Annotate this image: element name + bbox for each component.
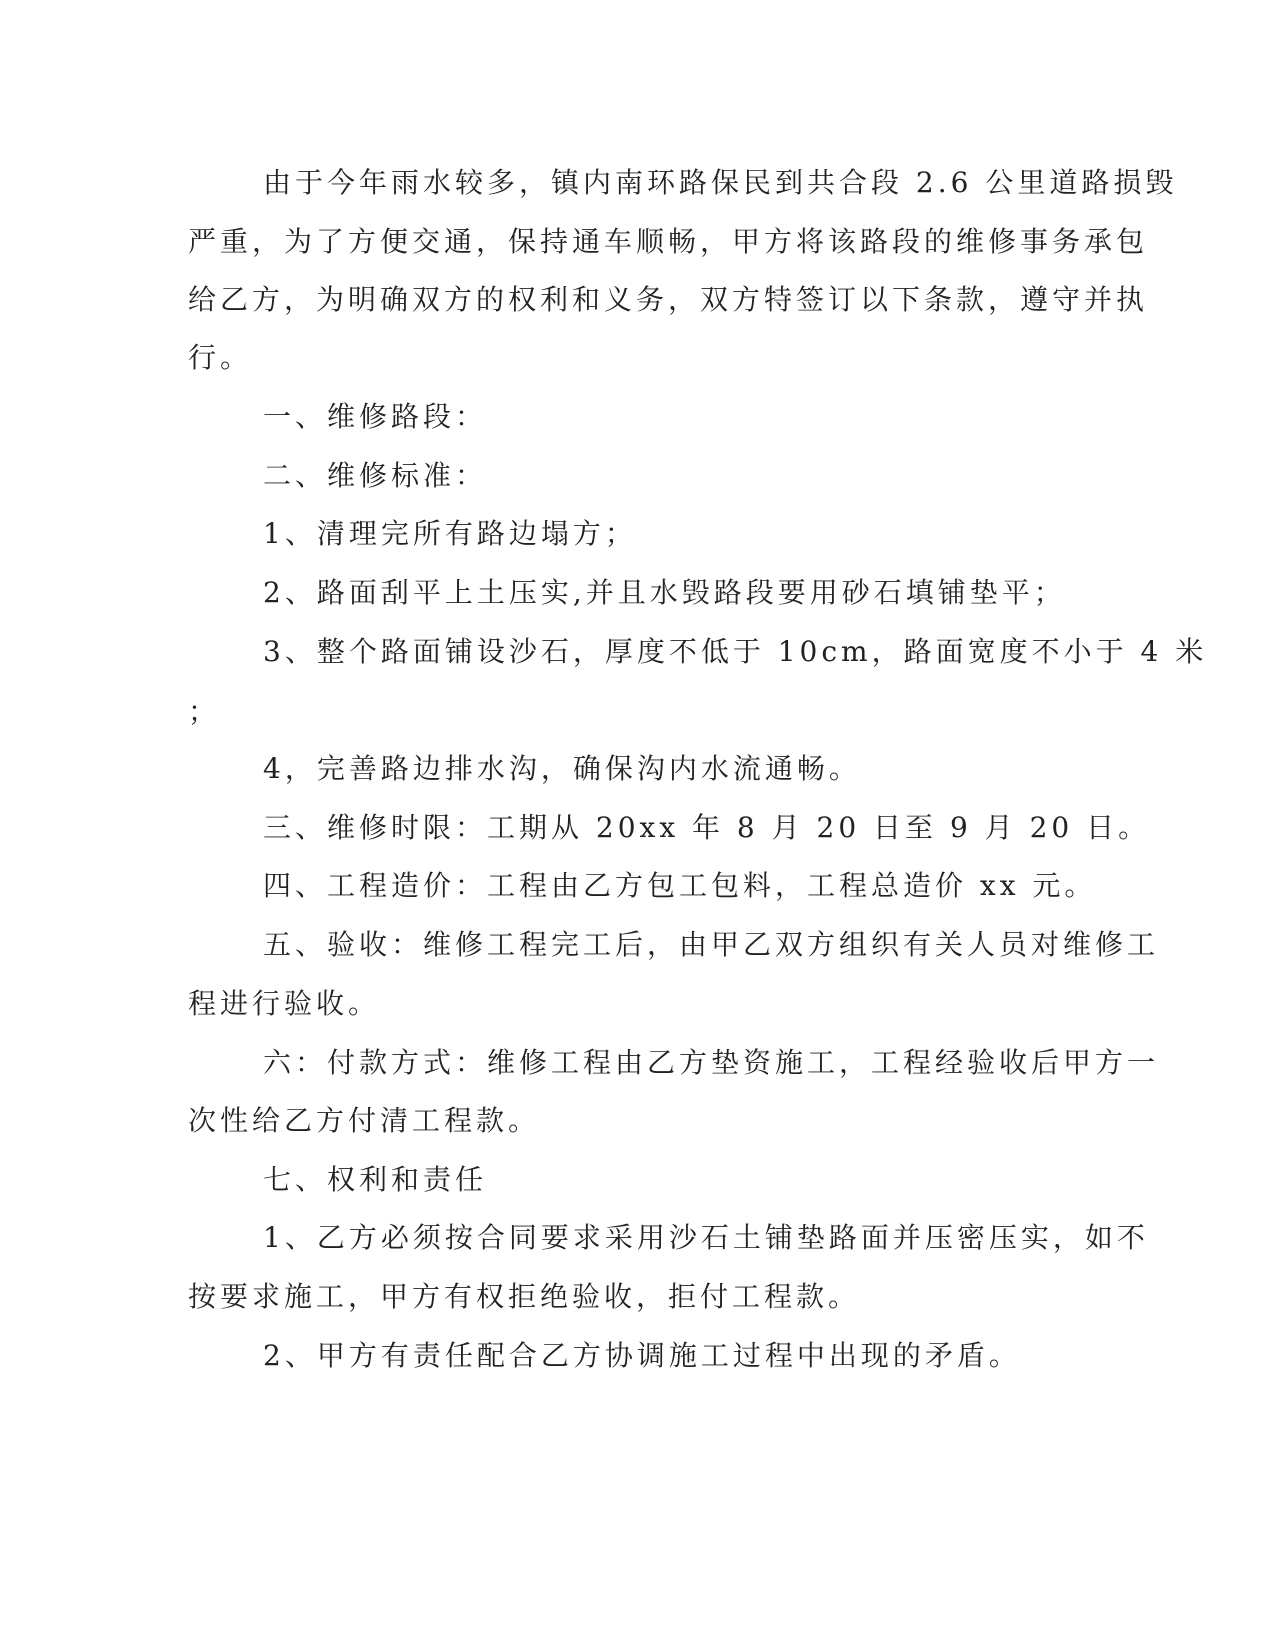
section-heading-rights: 七、权利和责任	[263, 1163, 488, 1196]
section-project-cost: 四、工程造价：工程由乙方包工包料，工程总造价 xx 元。	[263, 869, 1097, 902]
section-acceptance-line-1: 五、验收：维修工程完工后，由甲乙双方组织有关人员对维修工	[263, 928, 1160, 961]
section-payment-line-1: 六：付款方式：维修工程由乙方垫资施工，工程经验收后甲方一	[263, 1046, 1160, 1079]
section-acceptance-line-2: 程进行验收。	[188, 987, 381, 1020]
standard-item-3-line-1: 3、整个路面铺设沙石，厚度不低于 10cm，路面宽度不小于 4 米	[263, 635, 1208, 668]
paragraph-intro-line-1: 由于今年雨水较多，镇内南环路保民到共合段 2.6 公里道路损毁	[263, 166, 1178, 199]
standard-item-4: 4，完善路边排水沟，确保沟内水流通畅。	[263, 752, 861, 785]
paragraph-intro-line-3: 给乙方，为明确双方的权利和义务，双方特签订以下条款，遵守并执	[188, 283, 1149, 316]
section-payment-line-2: 次性给乙方付清工程款。	[188, 1104, 541, 1137]
standard-item-3-line-2: ；	[188, 695, 221, 728]
section-repair-time: 三、维修时限：工期从 20xx 年 8 月 20 日至 9 月 20 日。	[263, 811, 1151, 844]
paragraph-intro-line-4: 行。	[188, 341, 253, 374]
rights-item-2: 2、甲方有责任配合乙方协调施工过程中出现的矛盾。	[263, 1339, 1021, 1372]
rights-item-1-line-1: 1、乙方必须按合同要求采用沙石土铺垫路面并压密压实，如不	[263, 1221, 1149, 1254]
standard-item-2: 2、路面刮平上土压实,并且水毁路段要用砂石填铺垫平；	[263, 576, 1066, 609]
section-heading-repair-road: 一、维修路段：	[263, 400, 488, 433]
paragraph-intro-line-2: 严重，为了方便交通，保持通车顺畅，甲方将该路段的维修事务承包	[188, 225, 1149, 258]
standard-item-1: 1、清理完所有路边塌方；	[263, 517, 637, 550]
rights-item-1-line-2: 按要求施工，甲方有权拒绝验收，拒付工程款。	[188, 1280, 861, 1313]
section-heading-repair-standard: 二、维修标准：	[263, 459, 488, 492]
